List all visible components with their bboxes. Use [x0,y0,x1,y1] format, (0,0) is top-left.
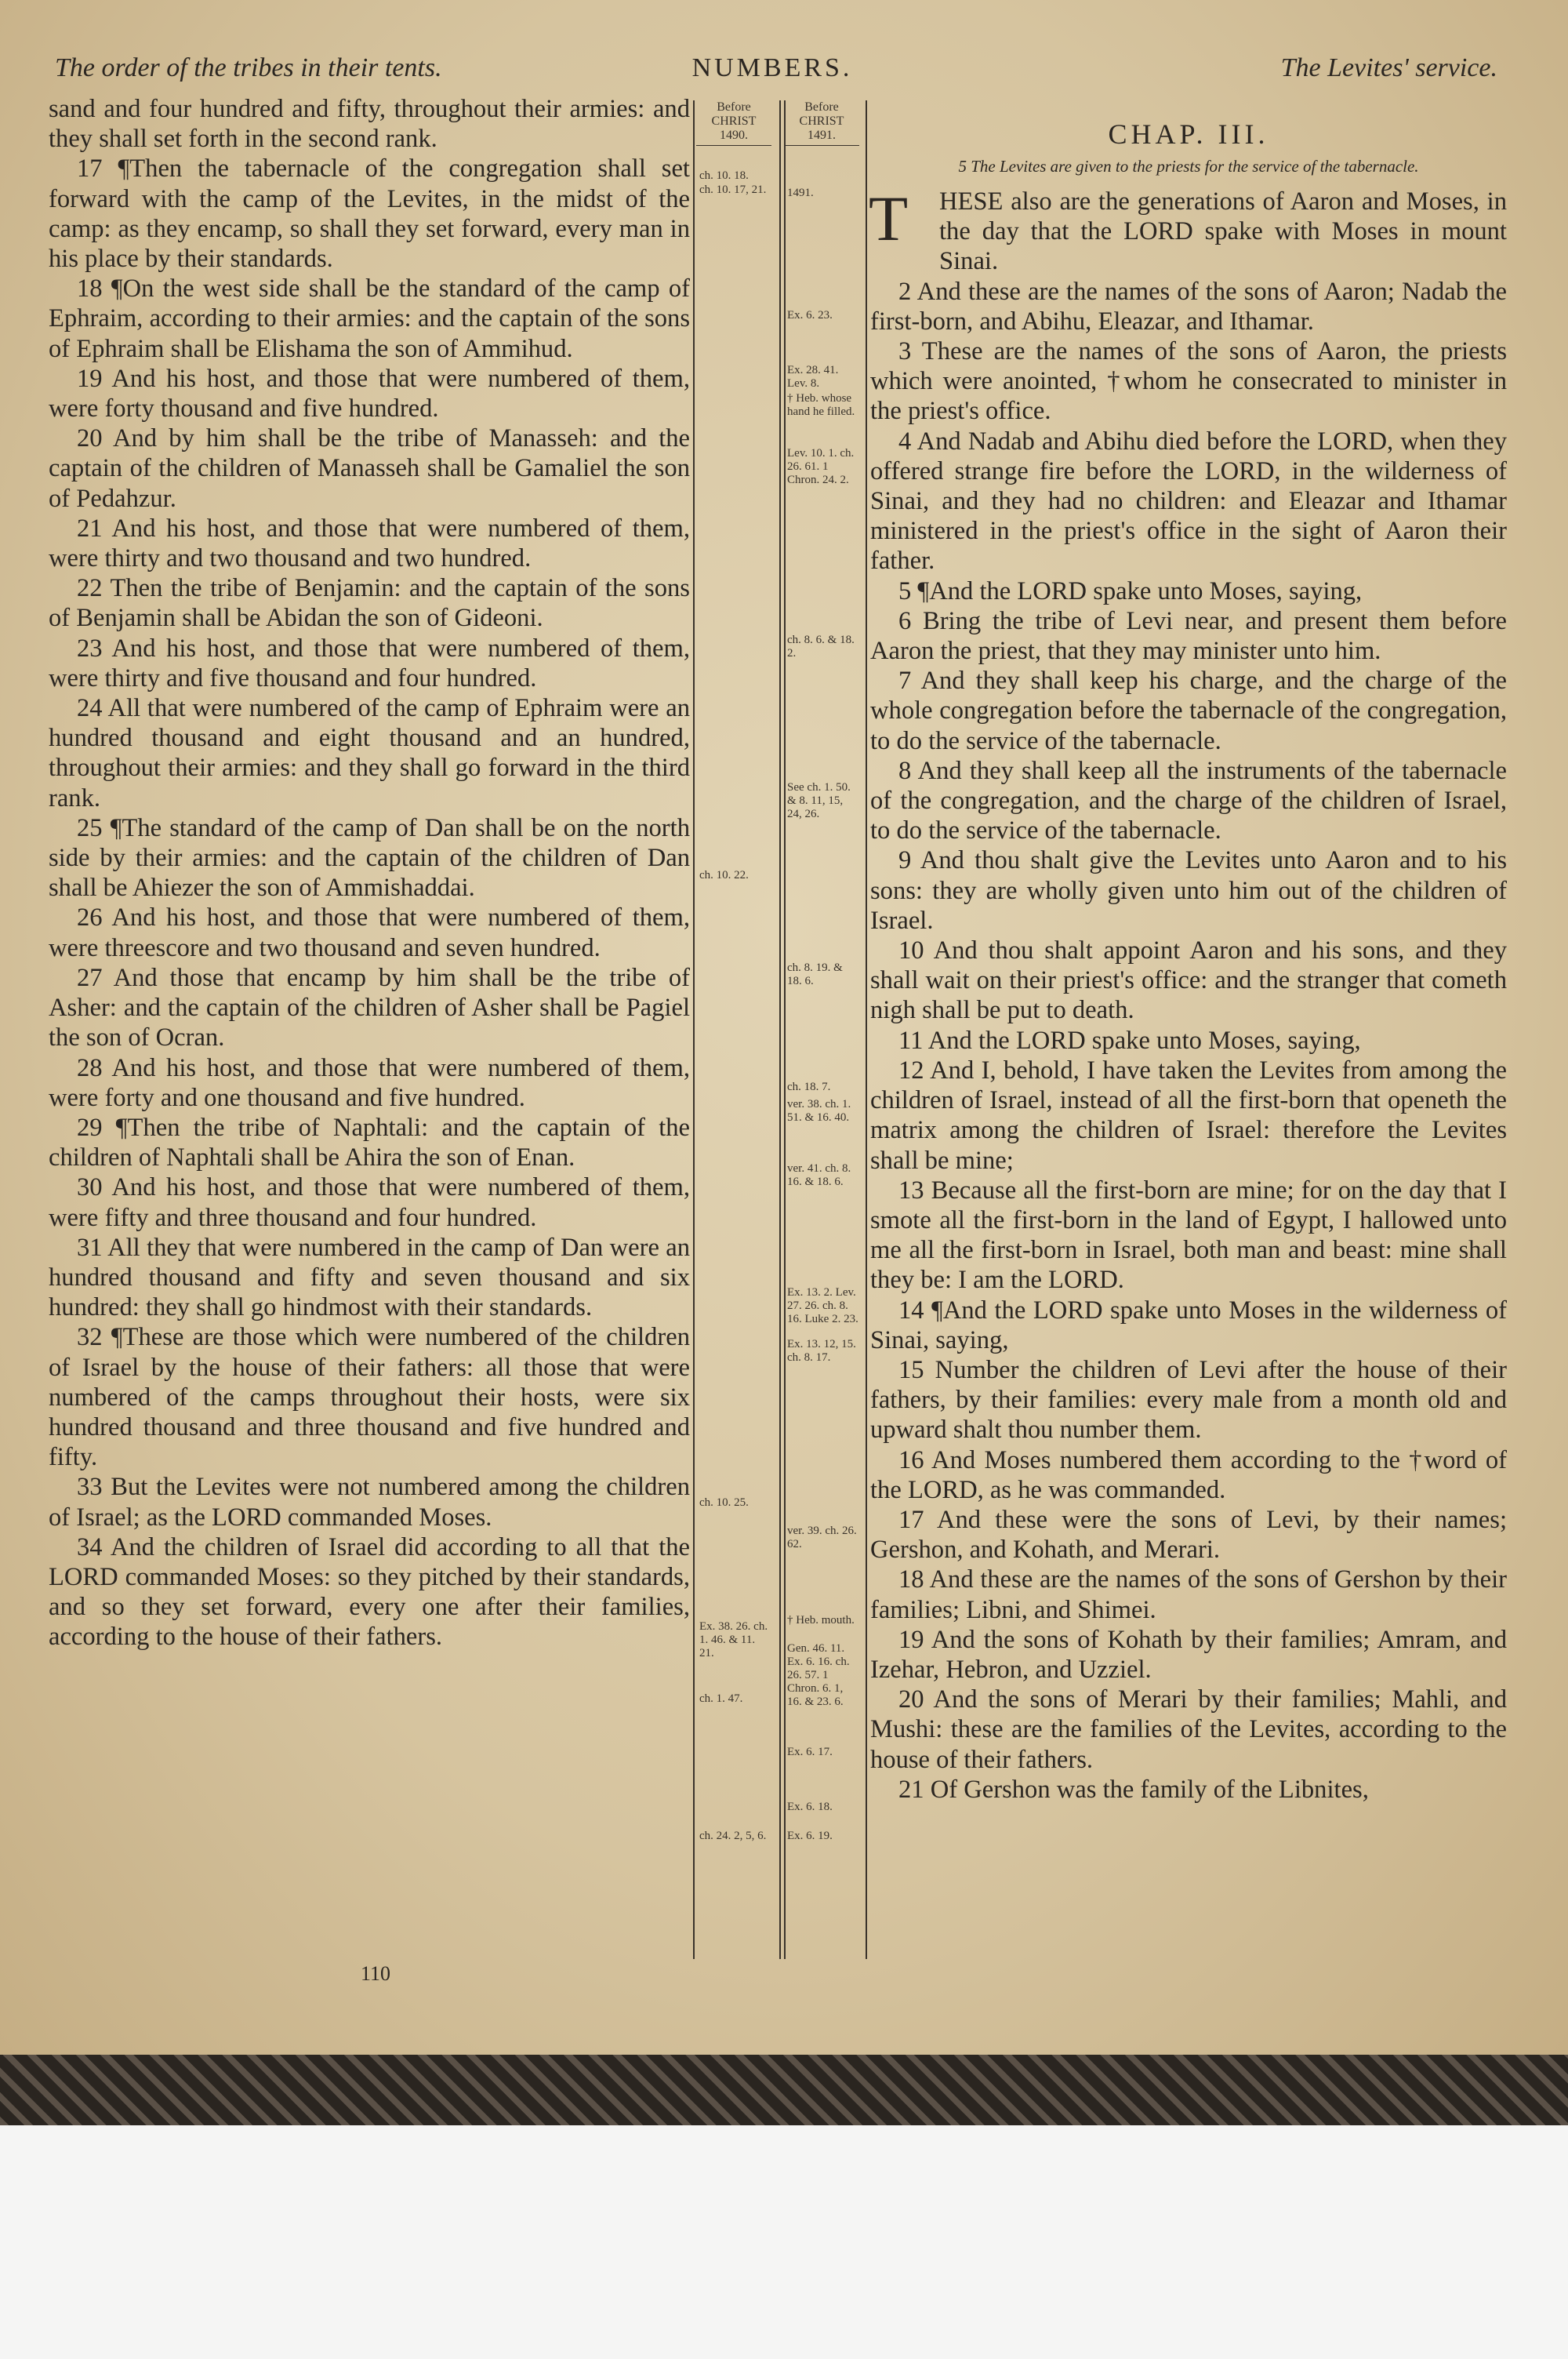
verse: 17 ¶Then the tabernacle of the congregation shall set forward with the camp of the Levites, in the midst of the camp: as they encamp, so shall they set forward, every man in his place by their standards. [49,154,690,274]
verse: 4 And Nadab and Abihu died before the LORD, when they offered strange fire before the LORD, in the wilderness of Sinai, and they had no children: and Eleazar and Ithamar ministered in the priest's office in the sight of Aaron their father. [870,427,1507,576]
margin-reference: ver. 41. ch. 8. 16. & 18. 6. [787,1162,851,1188]
margin-heading: Before CHRIST 1491. [784,100,859,146]
verse: 17 And these were the sons of Levi, by their names; Gershon, and Kohath, and Merari. [870,1505,1507,1565]
chapter-summary: 5 The Levites are given to the priests for the service of the tabernacle. [958,157,1419,176]
verse: 2 And these are the names of the sons of Aaron; Nadab the first-born, and Abihu, Eleazar, and Ithamar. [870,277,1507,336]
margin-reference: 1491. [787,187,814,199]
verse: 6 Bring the tribe of Levi near, and present them before Aaron the priest, that they may minister unto him. [870,606,1507,666]
margin-reference: ch. 10. 17, 21. [699,184,767,196]
verse: 18 And these are the names of the sons of Gershon by their families; Libni, and Shimei. [870,1565,1507,1624]
margin-reference: Ex. 6. 18. [787,1801,833,1813]
column-rule [779,100,781,1959]
margin-reference: ch. 24. 2, 5, 6. [699,1830,767,1842]
margin-reference: Lev. 10. 1. ch. 26. 61. 1 Chron. 24. 2. [787,447,855,486]
verse: 19 And his host, and those that were numbered of them, were forty thousand and five hundred. [49,364,690,423]
verse: 32 ¶These are those which were numbered of the children of Israel by the house of their fathers: all those that were numbered of the camps throughout their hosts, were six hundred thousand and three thousand and five hundred and fifty. [49,1323,690,1472]
margin-reference: ch. 8. 19. & 18. 6. [787,961,843,987]
verse: 20 And by him shall be the tribe of Manasseh: and the captain of the children of Manasseh shall be Gamaliel the son of Pedahzur. [49,424,690,513]
header-left: The order of the tribes in their tents. [55,53,442,82]
verse: 33 But the Levites were not numbered among the children of Israel; as the LORD commanded Moses. [49,1473,690,1532]
verse: 18 ¶On the west side shall be the standard of the camp of Ephraim, according to their armies: and the captain of the sons of Ephraim shall be Elishama the son of Ammihud. [49,274,690,363]
page-number: 110 [361,1962,391,1985]
margin-reference: ch. 10. 18. [699,169,749,182]
verse: 15 Number the children of Levi after the house of their fathers, by their families: every male from a month old and upward shalt thou number them. [870,1355,1507,1445]
left-column-text [49,94,690,1652]
column-rule [693,100,695,1959]
margin-reference: Ex. 6. 17. [787,1746,833,1758]
verse: 11 And the LORD spake unto Moses, saying, [898,1026,1361,1055]
verse: 34 And the children of Israel did according to all that the LORD commanded Moses: so they pitched by their standards, and so they set forward, every one after their families, according to the house of their fathers. [49,1532,690,1652]
verse: 28 And his host, and those that were numbered of them, were forty and one thousand and five hundred. [49,1053,690,1112]
verse: 3 These are the names of the sons of Aaron, the priests which were anointed, †whom he consecrated to minister in the priest's office. [870,337,1507,426]
margin-reference: ch. 1. 47. [699,1692,743,1705]
verse: 5 ¶And the LORD spake unto Moses, saying, [898,576,1363,605]
margin-reference: ver. 38. ch. 1. 51. & 16. 40. [787,1098,851,1124]
margin-reference: Ex. 6. 19. [787,1830,833,1842]
column-rule [784,100,786,1959]
margin-reference: Ex. 13. 12, 15. ch. 8. 17. [787,1338,856,1364]
header-book-title: NUMBERS. [691,53,853,82]
header-right: The Levites' service. [1280,53,1497,82]
verse: 14 ¶And the LORD spake unto Moses in the wilderness of Sinai, saying, [870,1296,1507,1354]
verse: 9 And thou shalt give the Levites unto Aaron and to his sons: they are wholly given unto him out of the children of Israel. [870,846,1507,935]
book-binding-edge [0,2055,1568,2125]
margin-reference: Ex. 13. 2. Lev. 27. 26. ch. 8. 16. Luke 2. 23. [787,1286,858,1325]
verse: 29 ¶Then the tribe of Naphtali: and the captain of the children of Naphtali shall be Ahira the son of Enan. [49,1113,690,1172]
margin-reference: † Heb. mouth. [787,1614,855,1627]
margin-reference: ch. 18. 7. [787,1081,831,1093]
margin-reference: ch. 10. 25. [699,1496,749,1509]
column-rule [866,100,867,1959]
margin-reference: Ex. 38. 26. ch. 1. 46. & 11. 21. [699,1620,768,1659]
verse: 21 Of Gershon was the family of the Libnites, [898,1775,1369,1804]
margin-reference: Ex. 6. 23. [787,309,833,322]
drop-cap: T [869,183,909,254]
verse: 22 Then the tribe of Benjamin: and the captain of the sons of Benjamin shall be Abidan the son of Gideoni. [49,574,690,633]
margin-reference: Ex. 28. 41. Lev. 8. [787,364,839,390]
right-column-text [869,183,1507,1805]
verse: 26 And his host, and those that were numbered of them, were threescore and two thousand and seven hundred. [49,903,690,962]
margin-reference: ch. 8. 6. & 18. 2. [787,634,855,660]
running-header [47,47,1497,91]
verse: 21 And his host, and those that were numbered of them, were thirty and two thousand and two hundred. [49,514,690,573]
verse: sand and four hundred and fifty, throughout their armies: and they shall set forth in the second rank. [49,95,690,154]
verse: HESE also are the generations of Aaron and Moses, in the day that the LORD spake with Moses in mount Sinai. [939,187,1507,276]
margin-reference: ch. 10. 22. [699,869,749,881]
verse: 10 And thou shalt appoint Aaron and his sons, and they shall wait on their priest's office: and the stranger that cometh nigh shall be put to death. [870,936,1507,1025]
verse: 16 And Moses numbered them according to the †word of the LORD, as he was commanded. [870,1445,1507,1504]
margin-heading: Before CHRIST 1490. [696,100,771,146]
margin-reference: ver. 39. ch. 26. 62. [787,1525,857,1550]
verse: 20 And the sons of Merari by their families; Mahli, and Mushi: these are the families of the Levites, according to the house of their fathers. [870,1685,1507,1774]
verse: 30 And his host, and those that were numbered of them, were fifty and three thousand and four hundred. [49,1173,690,1232]
margin-reference: Gen. 46. 11. Ex. 6. 16. ch. 26. 57. 1 Chron. 6. 1, 16. & 23. 6. [787,1642,850,1708]
background-surface [0,2125,1568,2359]
margin-reference: † Heb. whose hand he filled. [787,392,855,418]
chapter-title: CHAP. III. [1108,118,1269,150]
verse: 8 And they shall keep all the instruments of the tabernacle of the congregation, and the charge of the children of Israel, to do the service of the tabernacle. [870,756,1507,845]
verse: 31 All they that were numbered in the camp of Dan were an hundred thousand and fifty and seven thousand and six hundred: they shall go hindmost with their standards. [49,1233,690,1322]
margin-reference: See ch. 1. 50. & 8. 11, 15, 24, 26. [787,781,851,820]
verse: 19 And the sons of Kohath by their families; Amram, and Izehar, Hebron, and Uzziel. [870,1625,1507,1684]
verse: 23 And his host, and those that were numbered of them, were thirty and five thousand and four hundred. [49,634,690,692]
verse: 7 And they shall keep his charge, and the charge of the whole congregation before the tabernacle of the congregation, to do the service of the tabernacle. [870,667,1507,755]
verse: 13 Because all the first-born are mine; for on the day that I smote all the first-born in the land of Egypt, I hallowed unto me all the first-born in Israel, both man and beast: mine shall they be: I am the LORD. [870,1176,1507,1295]
verse: 25 ¶The standard of the camp of Dan shall be on the north side by their armies: and the captain of the children of Dan shall be Ahiezer the son of Ammishaddai. [49,813,690,903]
verse: 27 And those that encamp by him shall be the tribe of Asher: and the captain of the children of Asher shall be Pagiel the son of Ocran. [49,963,690,1052]
margin-notes-left [696,100,771,1842]
verse: 12 And I, behold, I have taken the Levites from among the children of Israel, instead of all the first-born that openeth the matrix among the children of Israel: therefore the Levites shall be mine; [870,1056,1507,1175]
margin-notes-right [784,100,859,1842]
verse: 24 All that were numbered of the camp of Ephraim were an hundred thousand and eight thousand and an hundred, throughout their armies: and they shall go forward in the third rank. [49,694,690,812]
